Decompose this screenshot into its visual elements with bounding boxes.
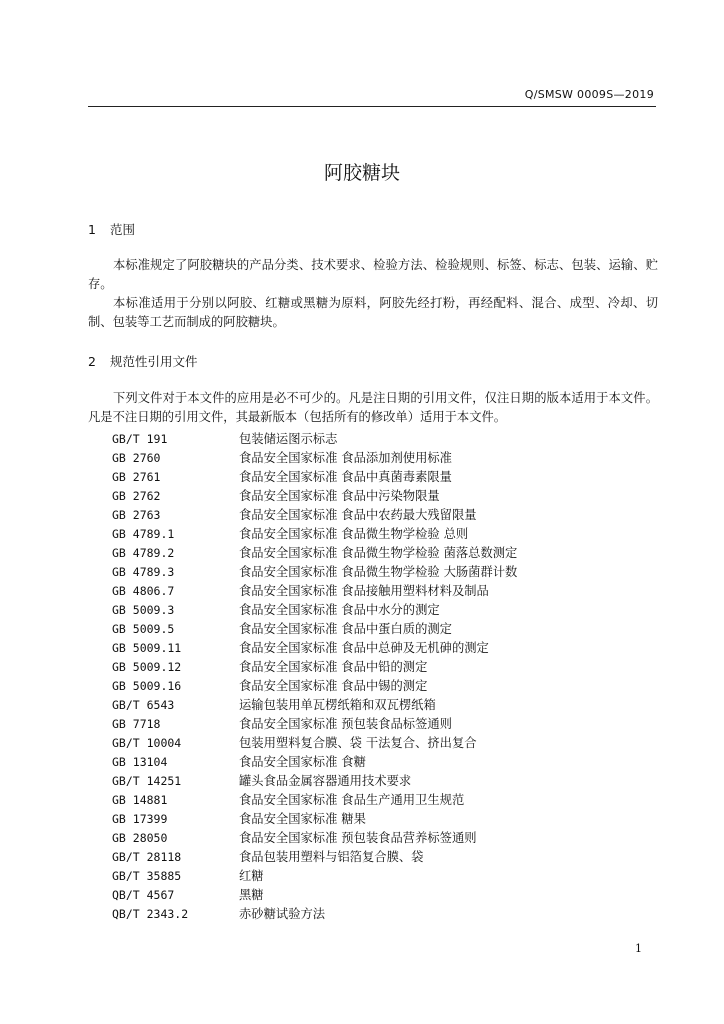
reference-code: GB 7718 bbox=[112, 717, 161, 731]
reference-code: QB/T 2343.2 bbox=[112, 907, 189, 921]
reference-title: 食品安全国家标准 食品中水分的测定 bbox=[239, 603, 440, 617]
reference-item bbox=[112, 810, 632, 829]
reference-item bbox=[112, 430, 632, 449]
reference-item bbox=[112, 468, 632, 487]
reference-item bbox=[112, 449, 632, 468]
reference-title: 食品安全国家标准 食品微生物学检验 菌落总数测定 bbox=[239, 546, 518, 560]
reference-title: 食品安全国家标准 食品中真菌毒素限量 bbox=[239, 470, 452, 484]
reference-code: GB 4789.3 bbox=[112, 565, 175, 579]
reference-title: 运输包装用单瓦楞纸箱和双瓦楞纸箱 bbox=[239, 698, 436, 712]
reference-title: 黑糖 bbox=[239, 888, 264, 902]
reference-item bbox=[112, 658, 632, 677]
reference-title: 食品安全国家标准 预包装食品营养标签通则 bbox=[239, 831, 477, 845]
reference-item bbox=[112, 867, 632, 886]
reference-item bbox=[112, 582, 632, 601]
reference-item bbox=[112, 601, 632, 620]
reference-title: 包装储运图示标志 bbox=[239, 432, 338, 446]
reference-code: GB 4806.7 bbox=[112, 584, 175, 598]
reference-title: 食品安全国家标准 食品微生物学检验 大肠菌群计数 bbox=[239, 565, 518, 579]
reference-code: GB/T 14251 bbox=[112, 774, 182, 788]
page-number: 1 bbox=[635, 942, 642, 955]
reference-title: 红糖 bbox=[239, 869, 264, 883]
reference-code: GB 17399 bbox=[112, 812, 168, 826]
reference-item bbox=[112, 886, 632, 905]
document-title: 阿胶糖块 bbox=[323, 162, 400, 184]
reference-code: GB/T 10004 bbox=[112, 736, 182, 750]
reference-item bbox=[112, 734, 632, 753]
scope-paragraph-2: 本标准适用于分别以阿胶、红糖或黑糖为原料，阿胶先经打粉，再经配料、混合、成型、冷却、切制、包装等工艺而制成的阿胶糖块。 bbox=[88, 296, 658, 329]
reference-title: 食品安全国家标准 糖果 bbox=[239, 812, 366, 826]
reference-item bbox=[112, 753, 632, 772]
reference-code: QB/T 4567 bbox=[112, 888, 175, 902]
reference-code: GB/T 191 bbox=[112, 432, 168, 446]
reference-code: GB/T 6543 bbox=[112, 698, 175, 712]
reference-title: 食品安全国家标准 食品生产通用卫生规范 bbox=[239, 793, 465, 807]
reference-code: GB 2761 bbox=[112, 470, 161, 484]
reference-title: 食品安全国家标准 食糖 bbox=[239, 755, 366, 769]
reference-code: GB 2760 bbox=[112, 451, 161, 465]
reference-item bbox=[112, 848, 632, 867]
reference-code: GB 14881 bbox=[112, 793, 168, 807]
reference-code: GB 5009.12 bbox=[112, 660, 182, 674]
reference-title: 食品安全国家标准 食品中铅的测定 bbox=[239, 660, 428, 674]
reference-item bbox=[112, 715, 632, 734]
reference-code: GB 28050 bbox=[112, 831, 168, 845]
reference-title: 食品安全国家标准 食品添加剂使用标准 bbox=[239, 451, 452, 465]
reference-title: 食品安全国家标准 食品接触用塑料材料及制品 bbox=[239, 584, 489, 598]
section-heading-references bbox=[88, 352, 198, 370]
reference-item bbox=[112, 544, 632, 563]
reference-title: 食品安全国家标准 食品微生物学检验 总则 bbox=[239, 527, 469, 541]
reference-item bbox=[112, 677, 632, 696]
reference-list bbox=[112, 430, 632, 924]
reference-title: 食品安全国家标准 食品中总砷及无机砷的测定 bbox=[239, 641, 489, 655]
section-number: 1 bbox=[88, 222, 96, 237]
reference-code: GB 2763 bbox=[112, 508, 161, 522]
section-title: 规范性引用文件 bbox=[110, 354, 198, 369]
scope-paragraph-1: 本标准规定了阿胶糖块的产品分类、技术要求、检验方法、检验规则、标签、标志、包装、运输、贮存。 bbox=[88, 258, 658, 291]
reference-item bbox=[112, 696, 632, 715]
section-heading-scope bbox=[88, 220, 135, 238]
reference-item bbox=[112, 829, 632, 848]
reference-item bbox=[112, 639, 632, 658]
reference-item bbox=[112, 905, 632, 924]
reference-code: GB 4789.2 bbox=[112, 546, 175, 560]
reference-title: 罐头食品金属容器通用技术要求 bbox=[239, 774, 412, 788]
reference-title: 包装用塑料复合膜、袋 干法复合、挤出复合 bbox=[239, 736, 477, 750]
reference-code: GB 5009.3 bbox=[112, 603, 175, 617]
reference-code: GB 2762 bbox=[112, 489, 161, 503]
reference-code: GB 5009.5 bbox=[112, 622, 175, 636]
reference-item bbox=[112, 791, 632, 810]
document-code: Q/SMSW 0009S—2019 bbox=[524, 88, 654, 101]
reference-code: GB 13104 bbox=[112, 755, 168, 769]
header-rule bbox=[88, 106, 656, 107]
reference-title: 赤砂糖试验方法 bbox=[239, 907, 326, 921]
reference-title: 食品安全国家标准 食品中蛋白质的测定 bbox=[239, 622, 452, 636]
reference-item bbox=[112, 620, 632, 639]
reference-item bbox=[112, 563, 632, 582]
reference-code: GB/T 28118 bbox=[112, 850, 182, 864]
reference-title: 食品安全国家标准 预包装食品标签通则 bbox=[239, 717, 452, 731]
reference-code: GB/T 35885 bbox=[112, 869, 182, 883]
references-intro: 下列文件对于本文件的应用是必不可少的。凡是注日期的引用文件，仅注日期的版本适用于本文件。凡是不注日期的引用文件，其最新版本（包括所有的修改单）适用于本文件。 bbox=[88, 391, 658, 424]
reference-code: GB 5009.11 bbox=[112, 641, 182, 655]
reference-item bbox=[112, 525, 632, 544]
reference-title: 食品安全国家标准 食品中锡的测定 bbox=[239, 679, 428, 693]
reference-title: 食品安全国家标准 食品中农药最大残留限量 bbox=[239, 508, 477, 522]
reference-title: 食品包装用塑料与铝箔复合膜、袋 bbox=[239, 850, 424, 864]
reference-title: 食品安全国家标准 食品中污染物限量 bbox=[239, 489, 440, 503]
reference-code: GB 5009.16 bbox=[112, 679, 182, 693]
reference-item bbox=[112, 506, 632, 525]
reference-code: GB 4789.1 bbox=[112, 527, 175, 541]
section-title: 范围 bbox=[110, 222, 136, 237]
section-number: 2 bbox=[88, 354, 96, 369]
reference-item bbox=[112, 772, 632, 791]
reference-item bbox=[112, 487, 632, 506]
